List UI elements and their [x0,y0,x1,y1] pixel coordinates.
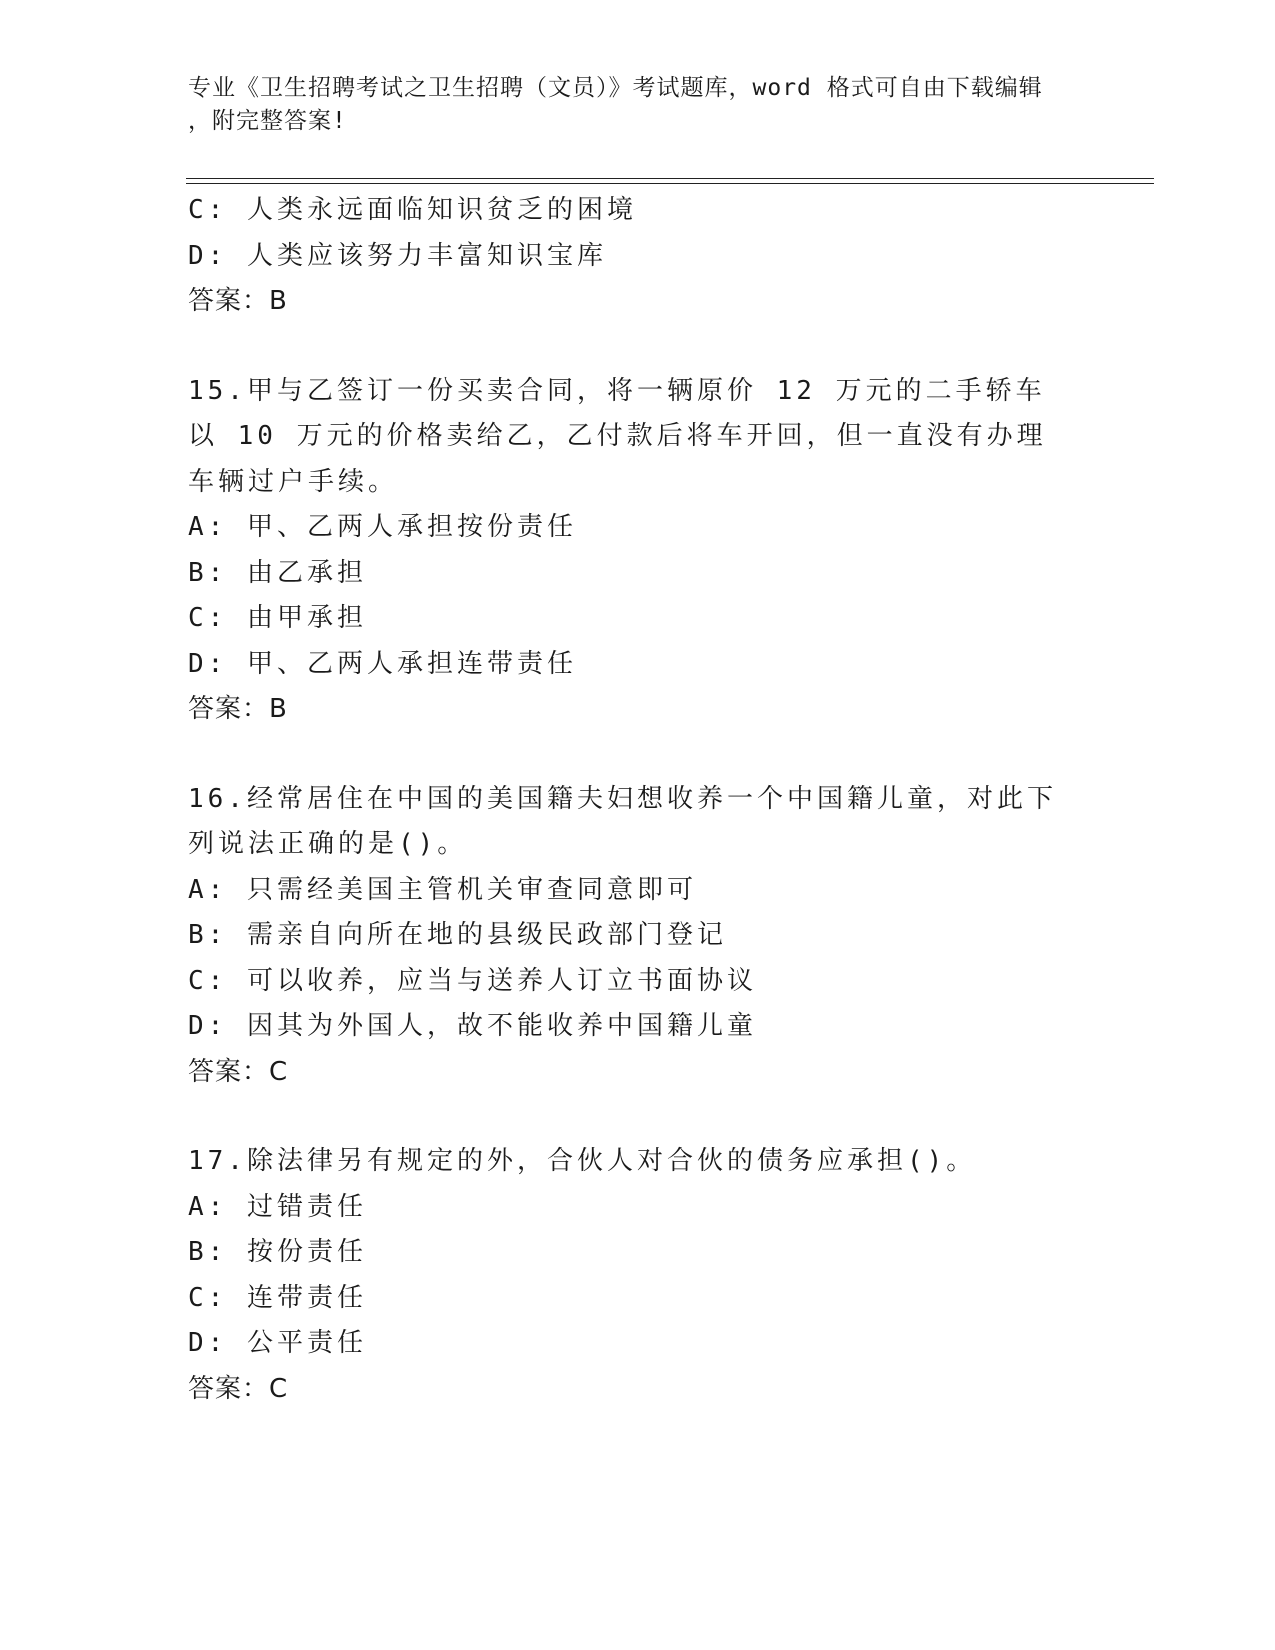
option-c: C: 由甲承担 [188,603,367,633]
option-c: C: 可以收养，应当与送养人订立书面协议 [188,965,757,996]
option-a: A: 过错责任 [188,1191,367,1222]
header-line-2: ，附完整答案! [188,108,347,134]
option-a: A: 甲、乙两人承担按份责任 [188,512,577,542]
option-d: D: 人类应该努力丰富知识宝库 [188,240,607,271]
answer-line: 答案：C [188,1373,289,1404]
option-a: A: 只需经美国主管机关审查同意即可 [188,874,697,905]
option-d: D: 公平责任 [188,1328,367,1358]
option-b: B: 按份责任 [188,1237,367,1267]
option-c: C: 人类永远面临知识贫乏的困境 [188,195,637,225]
header-divider-bottom [186,183,1154,184]
document-header [188,72,1068,138]
question-text: 16.经常居住在中国的美国籍夫妇想收养一个中国籍儿童，对此下列说法正确的是()。 [188,783,1057,859]
option-d: D: 因其为外国人，故不能收养中国籍儿童 [188,1011,757,1041]
question-text: 17.除法律另有规定的外，合伙人对合伙的债务应承担()。 [188,1146,977,1176]
question-14-continued [188,188,1088,325]
question-16 [188,777,1088,1096]
question-17 [188,1139,1088,1412]
option-b: B: 需亲自向所在地的县级民政部门登记 [188,920,727,950]
answer-line: 答案：C [188,1056,289,1087]
option-c: C: 连带责任 [188,1282,367,1313]
option-d: D: 甲、乙两人承担连带责任 [188,648,577,679]
question-15 [188,369,1088,733]
question-text: 15.甲与乙签订一份买卖合同，将一辆原价 12 万元的二手轿车以 10 万元的价格卖给乙，乙付款后将车开回，但一直没有办理车辆过户手续。 [188,375,1047,497]
header-line-1: 专业《卫生招聘考试之卫生招聘（文员）》考试题库，word 格式可自由下载编辑 [188,75,1043,101]
option-b: B: 由乙承担 [188,557,367,588]
answer-line: 答案：B [188,286,288,316]
question-list [188,188,1088,1412]
header-divider-top [186,178,1154,179]
answer-line: 答案：B [188,694,288,724]
